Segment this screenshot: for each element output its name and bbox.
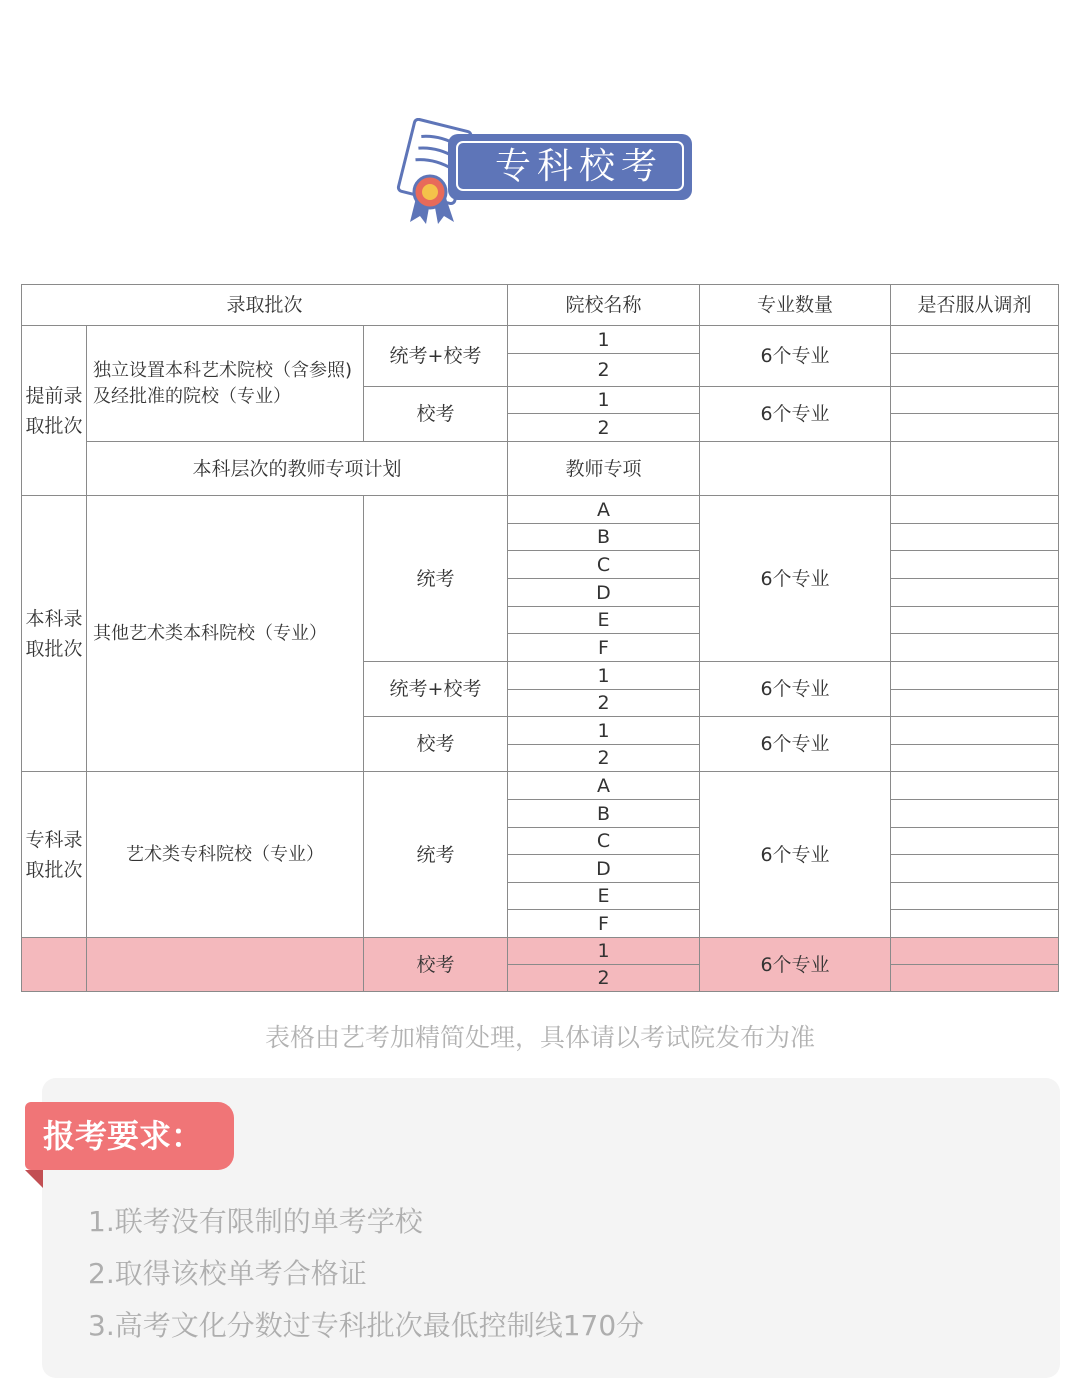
school-cell: F: [508, 634, 700, 662]
exam-type-cell: 统考: [364, 772, 508, 938]
school-cell: 1: [508, 387, 700, 414]
adjust-cell[interactable]: [891, 387, 1059, 414]
table-footnote: 表格由艺考加精简处理，具体请以考试院发布为准: [264, 1023, 815, 1052]
batch-cell-empty: [22, 938, 87, 992]
major-count-cell: 6个专业: [700, 772, 891, 938]
table-header-row: [22, 285, 1059, 326]
tag-fold: [25, 1170, 43, 1188]
major-count-cell: 6个专业: [700, 496, 891, 662]
adjust-cell[interactable]: [891, 662, 1059, 690]
title-banner: [448, 134, 692, 200]
major-count-cell: 6个专业: [700, 387, 891, 442]
school-cell: A: [508, 772, 700, 800]
school-cell: F: [508, 910, 700, 938]
adjust-cell[interactable]: [891, 883, 1059, 910]
adjust-cell[interactable]: [891, 772, 1059, 800]
table-row: [22, 326, 1059, 354]
school-cell: C: [508, 828, 700, 855]
header-adjust: 是否服从调剂: [891, 285, 1059, 326]
adjust-cell[interactable]: [891, 828, 1059, 855]
header-count: 专业数量: [700, 285, 891, 326]
adjust-cell[interactable]: [891, 855, 1059, 883]
school-cell: 教师专项: [508, 442, 700, 496]
institution-cell: 独立设置本科艺术院校（含参照)及经批准的院校（专业）: [87, 326, 364, 442]
school-cell: 1: [508, 326, 700, 354]
requirements-list: [88, 1196, 644, 1352]
adjust-cell[interactable]: [891, 442, 1059, 496]
adjust-cell[interactable]: [891, 579, 1059, 607]
requirements-title: 报考要求：: [43, 1117, 204, 1155]
table-row: [22, 442, 1059, 496]
school-cell: 2: [508, 965, 700, 992]
school-cell: D: [508, 855, 700, 883]
school-cell: 1: [508, 717, 700, 745]
school-cell: 2: [508, 745, 700, 772]
table-row-highlight: [22, 938, 1059, 965]
major-count-cell: 6个专业: [700, 662, 891, 717]
list-item: 2.取得该校单考合格证: [88, 1257, 367, 1290]
institution-cell: 其他艺术类本科院校（专业）: [87, 496, 364, 772]
exam-type-cell: 校考: [364, 387, 508, 442]
major-count-cell: 6个专业: [700, 938, 891, 992]
adjust-cell[interactable]: [891, 690, 1059, 717]
school-cell: 2: [508, 414, 700, 442]
adjust-cell[interactable]: [891, 524, 1059, 551]
batch-cell: 专科录取批次: [22, 772, 87, 938]
institution-cell: 艺术类专科院校（专业）: [87, 772, 364, 938]
adjust-cell[interactable]: [891, 965, 1059, 992]
adjust-cell[interactable]: [891, 938, 1059, 965]
school-cell: D: [508, 579, 700, 607]
adjust-cell[interactable]: [891, 910, 1059, 938]
school-cell: 2: [508, 690, 700, 717]
school-cell: A: [508, 496, 700, 524]
school-cell: E: [508, 607, 700, 634]
school-cell: 2: [508, 354, 700, 387]
major-count-cell: 6个专业: [700, 717, 891, 772]
requirements-tag: [25, 1102, 234, 1170]
exam-type-cell: 统考: [364, 496, 508, 662]
adjust-cell[interactable]: [891, 496, 1059, 524]
table-row: [22, 772, 1059, 800]
adjust-cell[interactable]: [891, 800, 1059, 828]
exam-type-cell: 校考: [364, 938, 508, 992]
teacher-plan-cell: 本科层次的教师专项计划: [87, 442, 508, 496]
adjust-cell[interactable]: [891, 551, 1059, 579]
header-school: 院校名称: [508, 285, 700, 326]
adjust-cell[interactable]: [891, 326, 1059, 354]
list-item: 1.联考没有限制的单考学校: [88, 1205, 423, 1238]
adjust-cell[interactable]: [891, 745, 1059, 772]
major-count-cell: 6个专业: [700, 326, 891, 387]
adjust-cell[interactable]: [891, 717, 1059, 745]
exam-type-cell: 统考+校考: [364, 326, 508, 387]
school-cell: B: [508, 524, 700, 551]
exam-type-cell: 校考: [364, 717, 508, 772]
school-cell: 1: [508, 938, 700, 965]
institution-cell-empty: [87, 938, 364, 992]
exam-type-cell: 统考+校考: [364, 662, 508, 717]
list-item: 3.高考文化分数过专科批次最低控制线170分: [88, 1309, 645, 1342]
batch-cell: 本科录取批次: [22, 496, 87, 772]
school-cell: C: [508, 551, 700, 579]
adjust-cell[interactable]: [891, 634, 1059, 662]
school-cell: E: [508, 883, 700, 910]
section-header: [386, 118, 706, 228]
school-cell: 1: [508, 662, 700, 690]
header-batch: 录取批次: [22, 285, 508, 326]
adjust-cell[interactable]: [891, 607, 1059, 634]
admission-table: [21, 284, 1059, 992]
adjust-cell[interactable]: [891, 354, 1059, 387]
batch-cell: 提前录取批次: [22, 326, 87, 496]
adjust-cell[interactable]: [891, 414, 1059, 442]
table-row: [22, 496, 1059, 524]
major-count-cell: [700, 442, 891, 496]
page-title: 专科校考: [494, 146, 663, 187]
school-cell: B: [508, 800, 700, 828]
